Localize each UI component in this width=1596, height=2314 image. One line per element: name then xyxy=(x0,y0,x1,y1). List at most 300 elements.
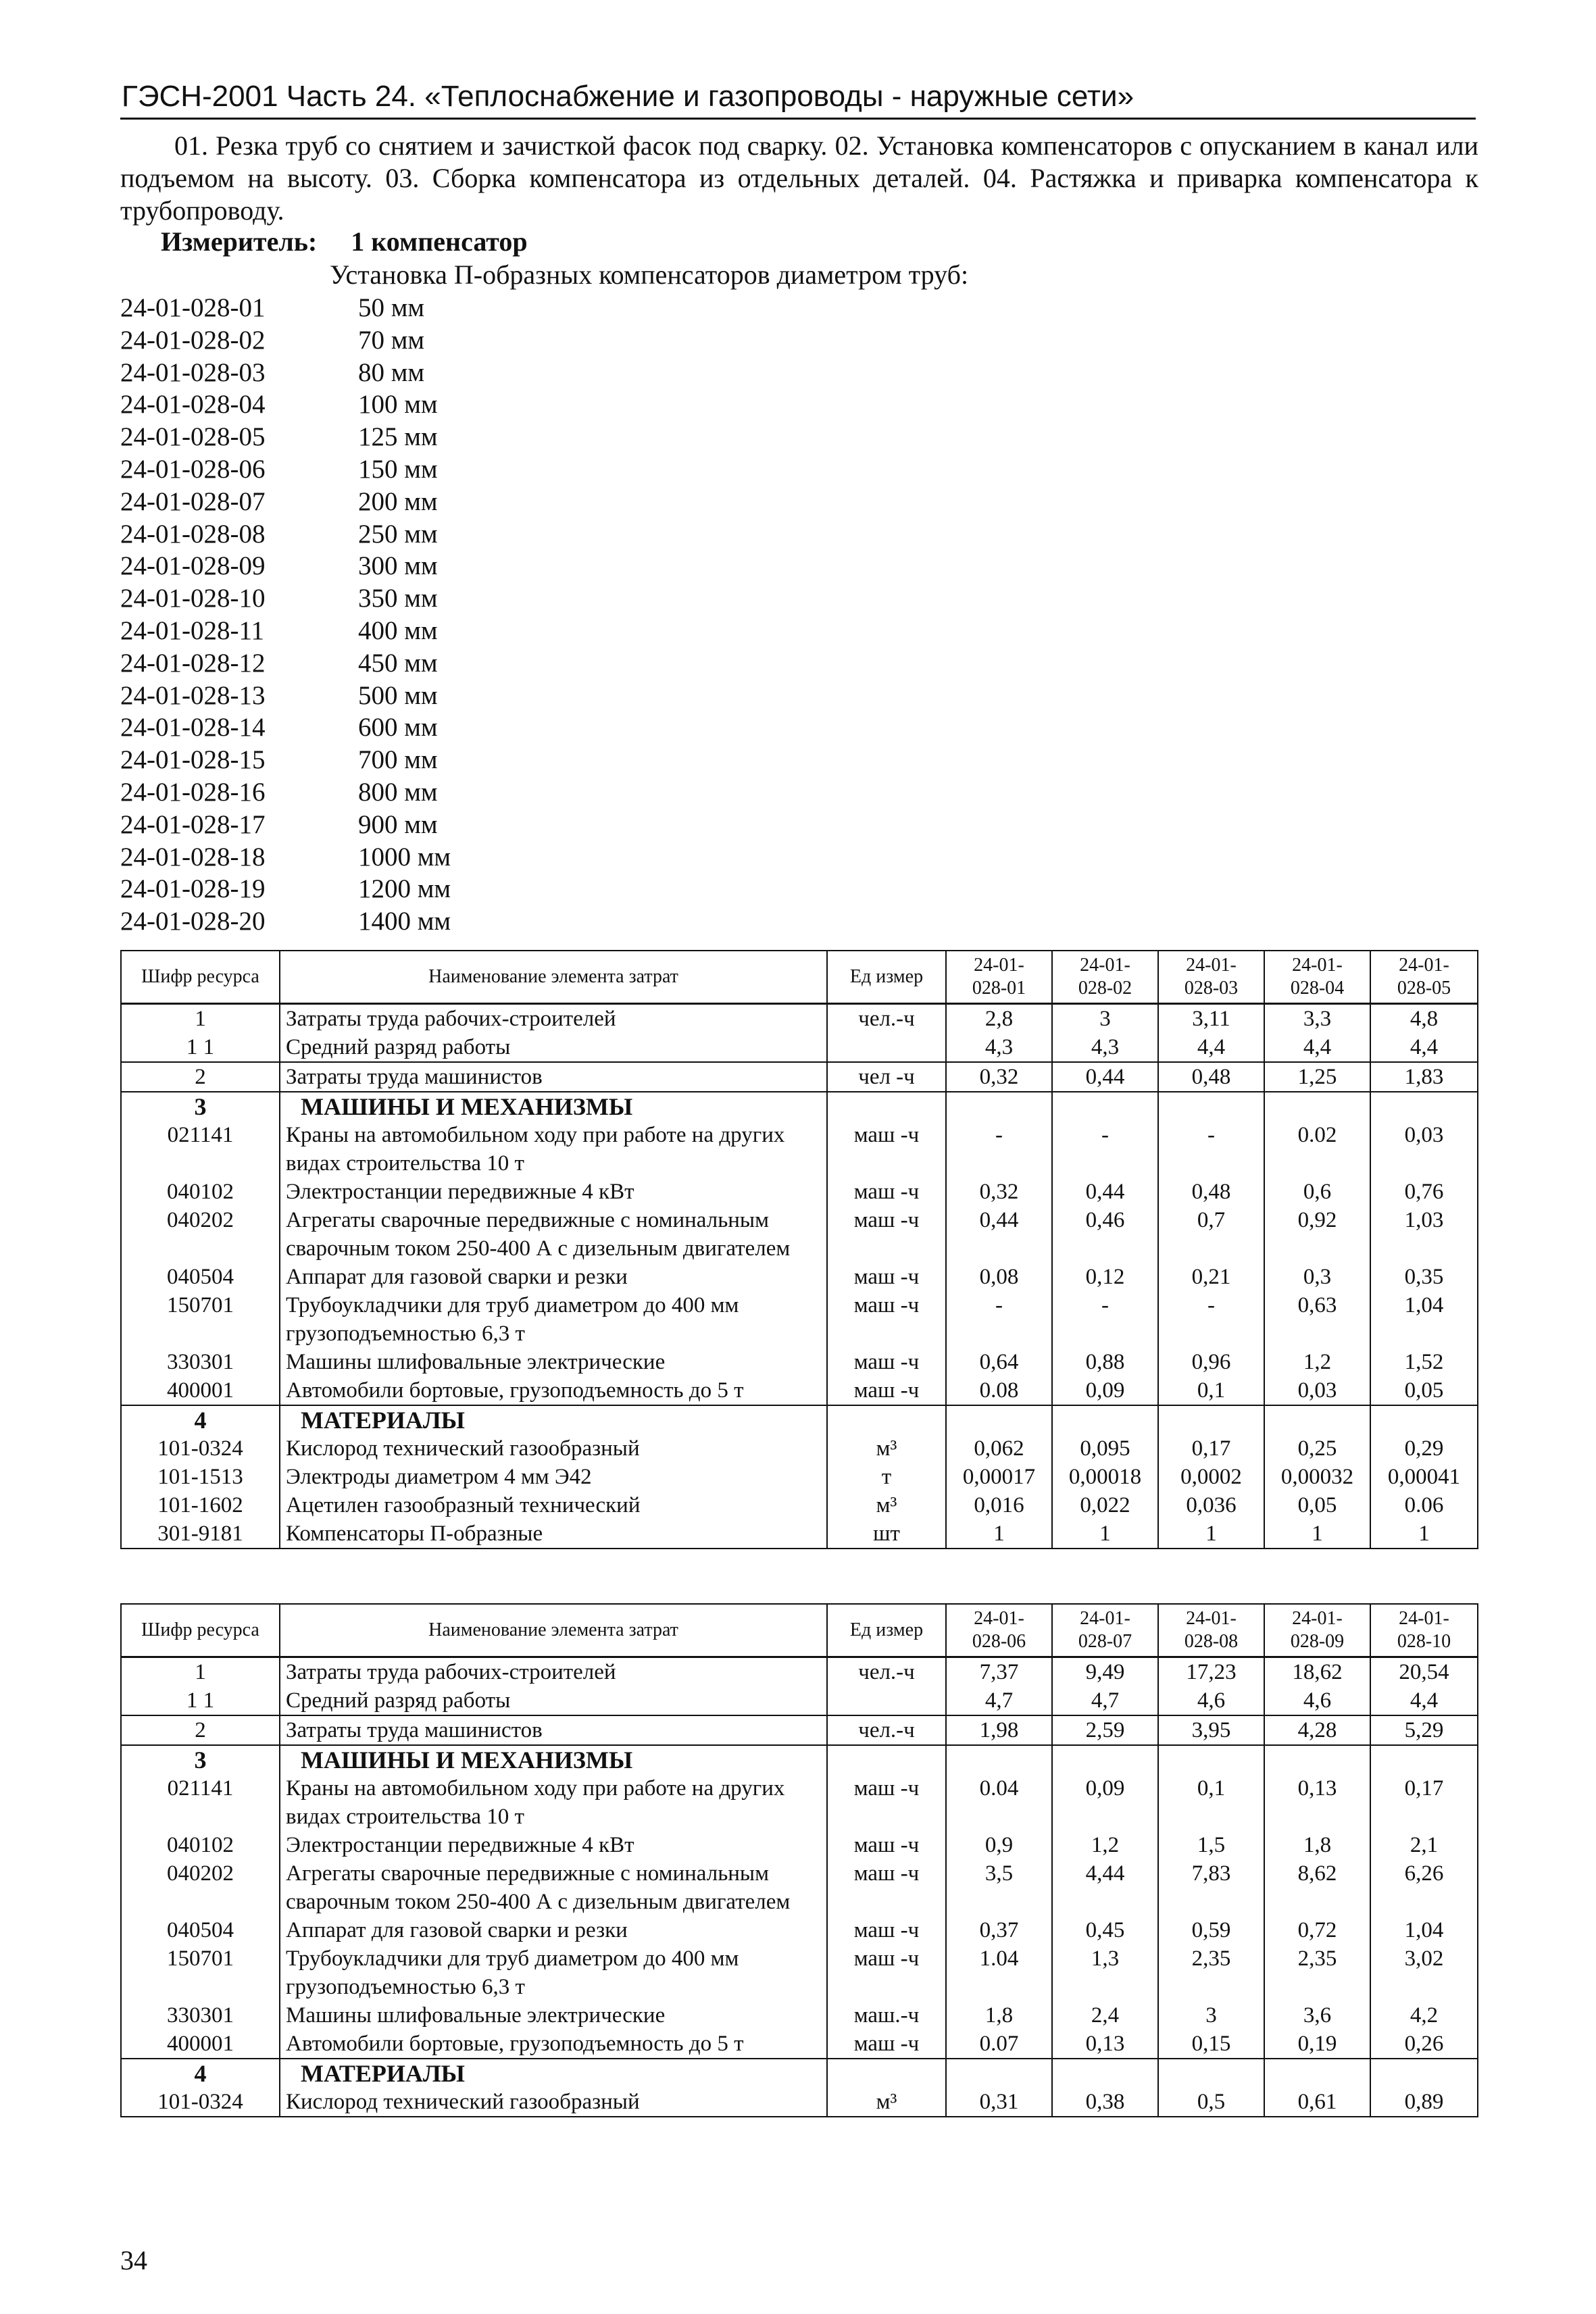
row-value xyxy=(1158,2059,1264,2088)
list-item xyxy=(120,744,451,776)
row-value: 1,5 xyxy=(1158,1831,1264,1859)
row-unit: маш -ч xyxy=(827,2030,946,2059)
row-name: Затраты труда машинистов xyxy=(280,1715,827,1745)
row-value: 1 xyxy=(946,1519,1052,1549)
row-code: 101-0324 xyxy=(121,2088,280,2117)
table-row xyxy=(121,2030,1478,2059)
row-value: 0,48 xyxy=(1158,1178,1264,1206)
row-value: 0.04 xyxy=(946,1774,1052,1831)
row-unit: маш -ч xyxy=(827,1944,946,2001)
table-row xyxy=(121,1831,1478,1859)
code-item-desc: 400 мм xyxy=(358,615,438,645)
row-value: 1,8 xyxy=(946,2001,1052,2030)
row-value: 8,62 xyxy=(1264,1859,1370,1916)
row-name: Затраты труда рабочих-строителей xyxy=(280,1657,827,1687)
table-row xyxy=(121,2088,1478,2117)
row-value: 2,1 xyxy=(1370,1831,1478,1859)
row-value: 1 xyxy=(1052,1519,1158,1549)
row-value: 0,64 xyxy=(946,1348,1052,1376)
row-value: 18,62 xyxy=(1264,1657,1370,1687)
row-value: 0.06 xyxy=(1370,1491,1478,1519)
row-unit: чел.-ч xyxy=(827,1004,946,1034)
intro-paragraph: 01. Резка труб со снятием и зачисткой фасок под сварку. 02. Установка компенсаторов с опусканием в канал или подъемом на высоту. 03. Сборка компенсатора из отдельных деталей. 04. Растяжка и приварка компенсатора к трубопроводу. xyxy=(120,130,1478,226)
meter-line xyxy=(161,226,528,257)
code-item-desc: 100 мм xyxy=(358,390,438,420)
code-item-desc: 300 мм xyxy=(358,551,438,581)
code-item-code: 24-01-028-12 xyxy=(120,648,266,678)
row-name: Затраты труда машинистов xyxy=(280,1062,827,1092)
row-value xyxy=(1052,1092,1158,1121)
row-value: - xyxy=(1052,1121,1158,1178)
row-unit: маш -ч xyxy=(827,1774,946,1831)
table-row xyxy=(121,1121,1478,1178)
code-item-code: 24-01-028-01 xyxy=(120,293,266,322)
code-item-desc: 1400 мм xyxy=(358,907,451,936)
row-value: 0,88 xyxy=(1052,1348,1158,1376)
list-item xyxy=(120,615,451,647)
row-value: 0,3 xyxy=(1264,1263,1370,1291)
table-row xyxy=(121,1463,1478,1491)
row-value: 17,23 xyxy=(1158,1657,1264,1687)
header-rule xyxy=(120,118,1476,120)
list-item xyxy=(120,550,451,582)
row-value: 0,92 xyxy=(1264,1206,1370,1263)
row-unit: маш -ч xyxy=(827,1206,946,1263)
row-value: - xyxy=(1052,1291,1158,1348)
row-unit: маш -ч xyxy=(827,1178,946,1206)
row-value: 1,04 xyxy=(1370,1916,1478,1944)
row-value: 3,6 xyxy=(1264,2001,1370,2030)
code-item-code: 24-01-028-02 xyxy=(120,325,266,355)
row-value: 4,4 xyxy=(1370,1686,1478,1715)
row-unit: маш -ч xyxy=(827,1376,946,1405)
resource-table-1 xyxy=(120,950,1478,1549)
row-value: 3,95 xyxy=(1158,1715,1264,1745)
row-code: 3 xyxy=(121,1745,280,1774)
row-value: 0,44 xyxy=(946,1206,1052,1263)
header-column: 24-01- 028-03 xyxy=(1158,951,1264,1004)
subtitle: Установка П-образных компенсаторов диаметром труб: xyxy=(330,259,969,290)
row-value: 0,00017 xyxy=(946,1463,1052,1491)
row-value: 0,21 xyxy=(1158,1263,1264,1291)
row-value: 1,98 xyxy=(946,1715,1052,1745)
row-value: 0,76 xyxy=(1370,1178,1478,1206)
row-value xyxy=(1158,1405,1264,1434)
row-value: 1.04 xyxy=(946,1944,1052,2001)
row-unit: чел.-ч xyxy=(827,1657,946,1687)
row-value: 4,28 xyxy=(1264,1715,1370,1745)
row-value: 1,03 xyxy=(1370,1206,1478,1263)
code-item-code: 24-01-028-10 xyxy=(120,584,266,613)
code-item-desc: 600 мм xyxy=(358,713,438,743)
row-value: 4,8 xyxy=(1370,1004,1478,1034)
list-item xyxy=(120,357,451,389)
row-value: 4,6 xyxy=(1158,1686,1264,1715)
code-item-desc: 70 мм xyxy=(358,325,425,355)
row-value: 0.07 xyxy=(946,2030,1052,2059)
header-column: 24-01- 028-01 xyxy=(946,951,1052,1004)
row-code: 2 xyxy=(121,1715,280,1745)
code-item-code: 24-01-028-17 xyxy=(120,809,266,839)
row-unit: маш -ч xyxy=(827,1859,946,1916)
row-value: 0,095 xyxy=(1052,1434,1158,1463)
row-value: 0,05 xyxy=(1264,1491,1370,1519)
row-value: 0,35 xyxy=(1370,1263,1478,1291)
row-value: 0,12 xyxy=(1052,1263,1158,1291)
row-name: Краны на автомобильном ходу при работе на других видах строительства 10 т xyxy=(280,1774,827,1831)
row-value: 0,13 xyxy=(1052,2030,1158,2059)
row-value xyxy=(946,2059,1052,2088)
table-row xyxy=(121,1859,1478,1916)
row-value xyxy=(1264,1092,1370,1121)
page-header: ГЭСН-2001 Часть 24. «Теплоснабжение и газопроводы - наружные сети» xyxy=(122,80,1134,113)
table-row xyxy=(121,1774,1478,1831)
list-item xyxy=(120,292,451,324)
row-code: 4 xyxy=(121,2059,280,2088)
row-name: Трубоукладчики для труб диаметром до 400 мм грузоподъемностью 6,3 т xyxy=(280,1944,827,2001)
row-value: 4,4 xyxy=(1158,1033,1264,1062)
row-name: Кислород технический газообразный xyxy=(280,1434,827,1463)
row-value: 0,17 xyxy=(1370,1774,1478,1831)
row-value: 0,08 xyxy=(946,1263,1052,1291)
table-header-row xyxy=(121,951,1478,1004)
row-value xyxy=(1052,2059,1158,2088)
list-item xyxy=(120,518,451,551)
row-value xyxy=(1158,1745,1264,1774)
row-name: Электроды диаметром 4 мм Э42 xyxy=(280,1463,827,1491)
list-item xyxy=(120,905,451,938)
row-code: 400001 xyxy=(121,2030,280,2059)
row-value xyxy=(946,1092,1052,1121)
header-column: 24-01- 028-10 xyxy=(1370,1604,1478,1657)
row-value: 0,00041 xyxy=(1370,1463,1478,1491)
row-unit xyxy=(827,1405,946,1434)
row-value: 0,1 xyxy=(1158,1774,1264,1831)
row-value xyxy=(1370,2059,1478,2088)
list-item xyxy=(120,873,451,905)
row-code: 040102 xyxy=(121,1831,280,1859)
code-item-desc: 80 мм xyxy=(358,357,425,387)
header-code: Шифр ресурса xyxy=(121,1604,280,1657)
table-row xyxy=(121,1004,1478,1034)
row-value: 0,00018 xyxy=(1052,1463,1158,1491)
header-unit: Ед измер xyxy=(827,951,946,1004)
row-value xyxy=(1370,1092,1478,1121)
code-item-desc: 800 мм xyxy=(358,777,438,807)
row-code: 330301 xyxy=(121,2001,280,2030)
row-value: 7,83 xyxy=(1158,1859,1264,1916)
row-name: Трубоукладчики для труб диаметром до 400 мм грузоподъемностью 6,3 т xyxy=(280,1291,827,1348)
row-code: 301-9181 xyxy=(121,1519,280,1549)
row-value: 0,96 xyxy=(1158,1348,1264,1376)
row-value: 0,016 xyxy=(946,1491,1052,1519)
row-unit: маш.-ч xyxy=(827,2001,946,2030)
row-value: 1 xyxy=(1264,1519,1370,1549)
row-code: 101-0324 xyxy=(121,1434,280,1463)
row-value: 0,09 xyxy=(1052,1774,1158,1831)
row-value: 0,89 xyxy=(1370,2088,1478,2117)
row-value: 4,2 xyxy=(1370,2001,1478,2030)
code-item-code: 24-01-028-09 xyxy=(120,551,266,581)
row-unit: маш -ч xyxy=(827,1121,946,1178)
row-value: 2,8 xyxy=(946,1004,1052,1034)
row-value: 0,63 xyxy=(1264,1291,1370,1348)
row-code: 021141 xyxy=(121,1774,280,1831)
row-value: 0,19 xyxy=(1264,2030,1370,2059)
meter-label: Измеритель: xyxy=(161,226,318,257)
row-name: МАШИНЫ И МЕХАНИЗМЫ xyxy=(280,1092,827,1121)
row-code: 1 xyxy=(121,1657,280,1687)
row-value: 3,02 xyxy=(1370,1944,1478,2001)
list-item xyxy=(120,647,451,680)
row-value xyxy=(1052,1745,1158,1774)
row-code: 400001 xyxy=(121,1376,280,1405)
list-item xyxy=(120,324,451,357)
row-value: 2,35 xyxy=(1158,1944,1264,2001)
table-row xyxy=(121,1916,1478,1944)
row-value xyxy=(1264,1405,1370,1434)
row-value: 7,37 xyxy=(946,1657,1052,1687)
row-value: 0,44 xyxy=(1052,1178,1158,1206)
table-row xyxy=(121,1376,1478,1405)
row-value: 0,29 xyxy=(1370,1434,1478,1463)
row-value: - xyxy=(946,1121,1052,1178)
row-unit: чел -ч xyxy=(827,1062,946,1092)
row-unit: маш -ч xyxy=(827,1263,946,1291)
code-item-code: 24-01-028-07 xyxy=(120,486,266,516)
table-row xyxy=(121,2059,1478,2088)
row-code: 040202 xyxy=(121,1859,280,1916)
row-name: Компенсаторы П-образные xyxy=(280,1519,827,1549)
meter-value: 1 компенсатор xyxy=(351,226,528,257)
header-column: 24-01- 028-05 xyxy=(1370,951,1478,1004)
row-value: 1,8 xyxy=(1264,1831,1370,1859)
code-item-desc: 350 мм xyxy=(358,584,438,613)
row-name: Аппарат для газовой сварки и резки xyxy=(280,1916,827,1944)
row-name: МАТЕРИАЛЫ xyxy=(280,1405,827,1434)
row-value xyxy=(1370,1405,1478,1434)
table-row xyxy=(121,1291,1478,1348)
table-row xyxy=(121,1686,1478,1715)
row-name: Затраты труда рабочих-строителей xyxy=(280,1004,827,1034)
row-name: Электростанции передвижные 4 кВт xyxy=(280,1178,827,1206)
row-value: 2,35 xyxy=(1264,1944,1370,2001)
row-value: 0,32 xyxy=(946,1178,1052,1206)
list-item xyxy=(120,421,451,453)
row-value: 0,036 xyxy=(1158,1491,1264,1519)
list-item xyxy=(120,486,451,518)
row-value: 4,44 xyxy=(1052,1859,1158,1916)
row-value xyxy=(1370,1745,1478,1774)
code-item-desc: 1200 мм xyxy=(358,874,451,904)
code-list xyxy=(120,292,451,938)
row-value: 0,32 xyxy=(946,1062,1052,1092)
code-item-desc: 200 мм xyxy=(358,486,438,516)
code-item-code: 24-01-028-19 xyxy=(120,874,266,904)
row-value xyxy=(1264,2059,1370,2088)
row-value: 0,03 xyxy=(1370,1121,1478,1178)
row-value: 0,48 xyxy=(1158,1062,1264,1092)
row-value: 1,2 xyxy=(1264,1348,1370,1376)
row-value: 0,7 xyxy=(1158,1206,1264,1263)
row-value: 0.02 xyxy=(1264,1121,1370,1178)
row-value: 0,72 xyxy=(1264,1916,1370,1944)
row-unit xyxy=(827,1686,946,1715)
resource-table-2 xyxy=(120,1603,1478,2117)
row-value: 1 xyxy=(1158,1519,1264,1549)
row-value: 0,03 xyxy=(1264,1376,1370,1405)
row-code: 150701 xyxy=(121,1291,280,1348)
row-value xyxy=(1264,1745,1370,1774)
table-row xyxy=(121,1715,1478,1745)
row-value: 0,13 xyxy=(1264,1774,1370,1831)
table-row xyxy=(121,1491,1478,1519)
row-value xyxy=(1052,1405,1158,1434)
row-value xyxy=(946,1405,1052,1434)
row-value: 3,11 xyxy=(1158,1004,1264,1034)
header-column: 24-01- 028-02 xyxy=(1052,951,1158,1004)
row-name: Автомобили бортовые, грузоподъемность до 5 т xyxy=(280,2030,827,2059)
row-value: 1,25 xyxy=(1264,1062,1370,1092)
row-value: 0,9 xyxy=(946,1831,1052,1859)
code-item-desc: 50 мм xyxy=(358,293,425,322)
code-item-code: 24-01-028-03 xyxy=(120,357,266,387)
row-code: 040504 xyxy=(121,1916,280,1944)
row-value: 0,022 xyxy=(1052,1491,1158,1519)
row-value: - xyxy=(1158,1121,1264,1178)
row-value: 1,2 xyxy=(1052,1831,1158,1859)
row-value: 1,52 xyxy=(1370,1348,1478,1376)
list-item xyxy=(120,453,451,486)
row-value: 1,04 xyxy=(1370,1291,1478,1348)
row-name: Агрегаты сварочные передвижные с номинальным сварочным током 250-400 А с дизельным двигателем xyxy=(280,1859,827,1916)
list-item xyxy=(120,776,451,809)
row-value: 0,1 xyxy=(1158,1376,1264,1405)
row-value: 0,6 xyxy=(1264,1178,1370,1206)
table-row xyxy=(121,1263,1478,1291)
row-code: 040202 xyxy=(121,1206,280,1263)
row-unit: м³ xyxy=(827,2088,946,2117)
header-column: 24-01- 028-07 xyxy=(1052,1604,1158,1657)
row-value: 0,062 xyxy=(946,1434,1052,1463)
list-item xyxy=(120,680,451,712)
row-value: 4,3 xyxy=(946,1033,1052,1062)
code-item-code: 24-01-028-05 xyxy=(120,422,266,452)
row-value: 0,00032 xyxy=(1264,1463,1370,1491)
row-name: Машины шлифовальные электрические xyxy=(280,1348,827,1376)
table-row xyxy=(121,1944,1478,2001)
row-unit: маш -ч xyxy=(827,1348,946,1376)
row-name: МАШИНЫ И МЕХАНИЗМЫ xyxy=(280,1745,827,1774)
code-item-desc: 250 мм xyxy=(358,519,438,549)
row-code: 2 xyxy=(121,1062,280,1092)
row-name: Агрегаты сварочные передвижные с номинальным сварочным током 250-400 А с дизельным двигателем xyxy=(280,1206,827,1263)
list-item xyxy=(120,711,451,744)
code-item-desc: 900 мм xyxy=(358,809,438,839)
code-item-code: 24-01-028-15 xyxy=(120,745,266,775)
row-code: 330301 xyxy=(121,1348,280,1376)
row-value: 0,59 xyxy=(1158,1916,1264,1944)
row-unit: м³ xyxy=(827,1491,946,1519)
code-item-code: 24-01-028-08 xyxy=(120,519,266,549)
row-value: 4,4 xyxy=(1264,1033,1370,1062)
code-item-code: 24-01-028-04 xyxy=(120,390,266,420)
row-value: 4,7 xyxy=(1052,1686,1158,1715)
row-name: Кислород технический газообразный xyxy=(280,2088,827,2117)
row-value: 4,6 xyxy=(1264,1686,1370,1715)
row-unit: чел.-ч xyxy=(827,1715,946,1745)
code-item-code: 24-01-028-14 xyxy=(120,713,266,743)
row-value: 1 xyxy=(1370,1519,1478,1549)
row-unit xyxy=(827,1745,946,1774)
table-row xyxy=(121,1519,1478,1549)
header-code: Шифр ресурса xyxy=(121,951,280,1004)
row-value: 20,54 xyxy=(1370,1657,1478,1687)
table-row xyxy=(121,1405,1478,1434)
row-code: 040102 xyxy=(121,1178,280,1206)
row-value: 4,4 xyxy=(1370,1033,1478,1062)
row-value: 0,15 xyxy=(1158,2030,1264,2059)
list-item xyxy=(120,388,451,421)
row-name: Средний разряд работы xyxy=(280,1033,827,1062)
row-value: 0,26 xyxy=(1370,2030,1478,2059)
row-value xyxy=(1158,1092,1264,1121)
code-item-code: 24-01-028-18 xyxy=(120,842,266,872)
table-row xyxy=(121,1206,1478,1263)
row-name: Средний разряд работы xyxy=(280,1686,827,1715)
code-item-desc: 500 мм xyxy=(358,680,438,710)
code-item-desc: 125 мм xyxy=(358,422,438,452)
row-unit: маш -ч xyxy=(827,1291,946,1348)
row-unit: т xyxy=(827,1463,946,1491)
table-row xyxy=(121,1062,1478,1092)
table-header-row xyxy=(121,1604,1478,1657)
row-unit: м³ xyxy=(827,1434,946,1463)
table-row xyxy=(121,1348,1478,1376)
row-value: 0.08 xyxy=(946,1376,1052,1405)
row-value: 0,38 xyxy=(1052,2088,1158,2117)
row-name: Ацетилен газообразный технический xyxy=(280,1491,827,1519)
row-unit xyxy=(827,2059,946,2088)
row-value: 0,45 xyxy=(1052,1916,1158,1944)
row-name: МАТЕРИАЛЫ xyxy=(280,2059,827,2088)
row-value: 0,05 xyxy=(1370,1376,1478,1405)
header-column: 24-01- 028-04 xyxy=(1264,951,1370,1004)
row-unit xyxy=(827,1092,946,1121)
row-value: 2,59 xyxy=(1052,1715,1158,1745)
list-item xyxy=(120,841,451,874)
page-number: 34 xyxy=(120,2245,147,2275)
row-value: 0,46 xyxy=(1052,1206,1158,1263)
row-name: Краны на автомобильном ходу при работе на других видах строительства 10 т xyxy=(280,1121,827,1178)
table-row xyxy=(121,1178,1478,1206)
row-code: 4 xyxy=(121,1405,280,1434)
table-row xyxy=(121,2001,1478,2030)
row-value: 0,5 xyxy=(1158,2088,1264,2117)
row-value: 3 xyxy=(1158,2001,1264,2030)
row-value: 0,09 xyxy=(1052,1376,1158,1405)
table-row xyxy=(121,1657,1478,1687)
table-row xyxy=(121,1092,1478,1121)
row-name: Машины шлифовальные электрические xyxy=(280,2001,827,2030)
row-value: 3,5 xyxy=(946,1859,1052,1916)
row-name: Электростанции передвижные 4 кВт xyxy=(280,1831,827,1859)
code-item-desc: 450 мм xyxy=(358,648,438,678)
table-row xyxy=(121,1434,1478,1463)
row-code: 1 xyxy=(121,1004,280,1034)
row-value: 0,17 xyxy=(1158,1434,1264,1463)
row-value: 1,83 xyxy=(1370,1062,1478,1092)
